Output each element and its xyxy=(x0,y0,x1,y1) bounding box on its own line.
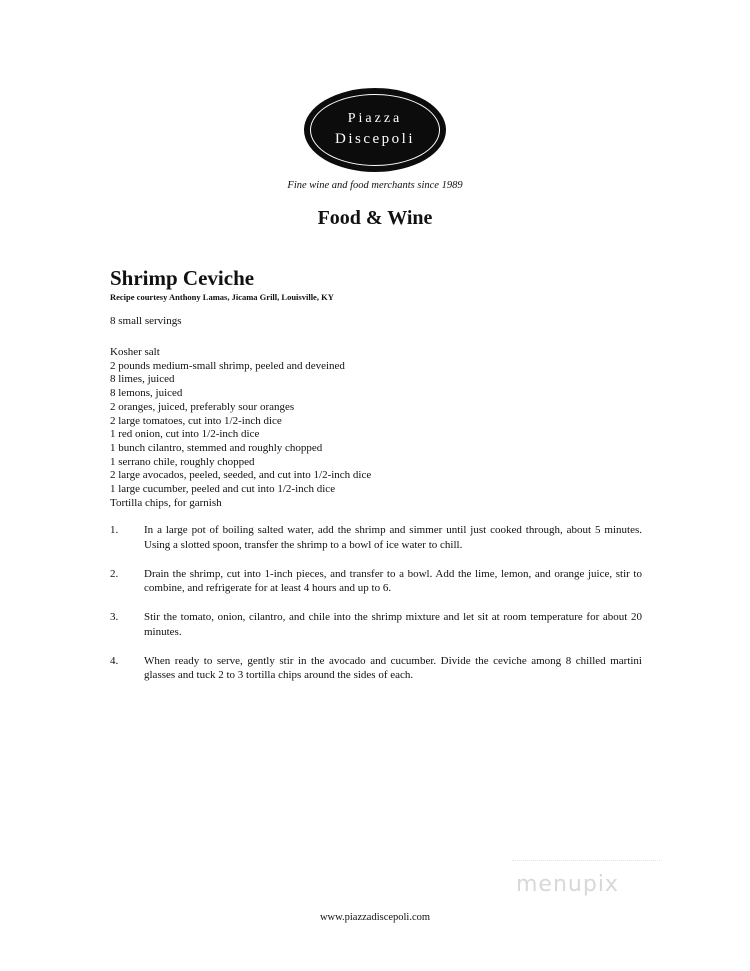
footer-url: www.piazzadiscepoli.com xyxy=(319,912,431,923)
step-item xyxy=(110,654,642,683)
logo-ring xyxy=(310,94,440,166)
ingredient-item: 1 serrano chile, roughly chopped xyxy=(110,455,255,468)
ingredient-item: 2 large avocados, peeled, seeded, and cut into 1/2-inch dice xyxy=(110,469,372,482)
page-heading: Food & Wine xyxy=(317,207,433,229)
ingredient-list xyxy=(110,346,371,510)
logo-line-2: Discepoli xyxy=(335,131,415,147)
step-text: Drain the shrimp, cut into 1-inch pieces, and transfer to a bowl. Add the lime, lemon, and orange juice, stir to combine, and refrigerate for at least 4 hours and up to 6. xyxy=(144,567,642,594)
servings: 8 small servings xyxy=(110,315,182,327)
step-number: 3. xyxy=(110,611,119,623)
recipe-credit: Recipe courtesy Anthony Lamas, Jicama Grill, Louisville, KY xyxy=(110,292,334,302)
step-item xyxy=(110,610,642,639)
step-text: Stir the tomato, onion, cilantro, and chile into the shrimp mixture and let sit at room temperature for about 20 minutes. xyxy=(144,611,642,638)
step-number: 4. xyxy=(110,654,119,667)
ingredient-item: 8 lemons, juiced xyxy=(110,387,183,400)
watermark: menupix xyxy=(516,872,619,897)
ingredient-item: 2 large tomatoes, cut into 1/2-inch dice xyxy=(110,414,282,427)
logo xyxy=(304,88,446,172)
ingredient-item: Tortilla chips, for garnish xyxy=(110,496,222,509)
ingredient-item: 1 bunch cilantro, stemmed and roughly chopped xyxy=(110,441,323,454)
step-item xyxy=(110,523,642,552)
ingredient-item: 8 limes, juiced xyxy=(110,373,175,386)
step-list xyxy=(110,523,642,697)
tagline: Fine wine and food merchants since 1989 xyxy=(287,180,463,191)
ingredient-item: 2 oranges, juiced, preferably sour oranges xyxy=(110,400,295,413)
ingredient-item: 1 red onion, cut into 1/2-inch dice xyxy=(110,428,260,441)
ingredient-item: 2 pounds medium-small shrimp, peeled and deveined xyxy=(110,359,345,372)
step-item xyxy=(110,567,642,596)
step-text: When ready to serve, gently stir in the avocado and cucumber. Divide the ceviche among 8 chilled martini glasses and tuck 2 to 3 tortilla chips around the sides of each. xyxy=(144,654,642,681)
step-text: In a large pot of boiling salted water, add the shrimp and simmer until just cooked through, about 5 minutes. Using a slotted spoon, transfer the shrimp to a bowl of ice water to chill. xyxy=(144,524,642,551)
step-number: 2. xyxy=(110,567,119,580)
ingredient-item: Kosher salt xyxy=(110,346,160,358)
recipe-title: Shrimp Ceviche xyxy=(110,266,255,290)
step-number: 1. xyxy=(110,524,119,536)
ingredient-item: 1 large cucumber, peeled and cut into 1/2-inch dice xyxy=(110,483,336,496)
watermark-divider xyxy=(512,860,662,861)
logo-line-1: Piazza xyxy=(347,111,403,126)
